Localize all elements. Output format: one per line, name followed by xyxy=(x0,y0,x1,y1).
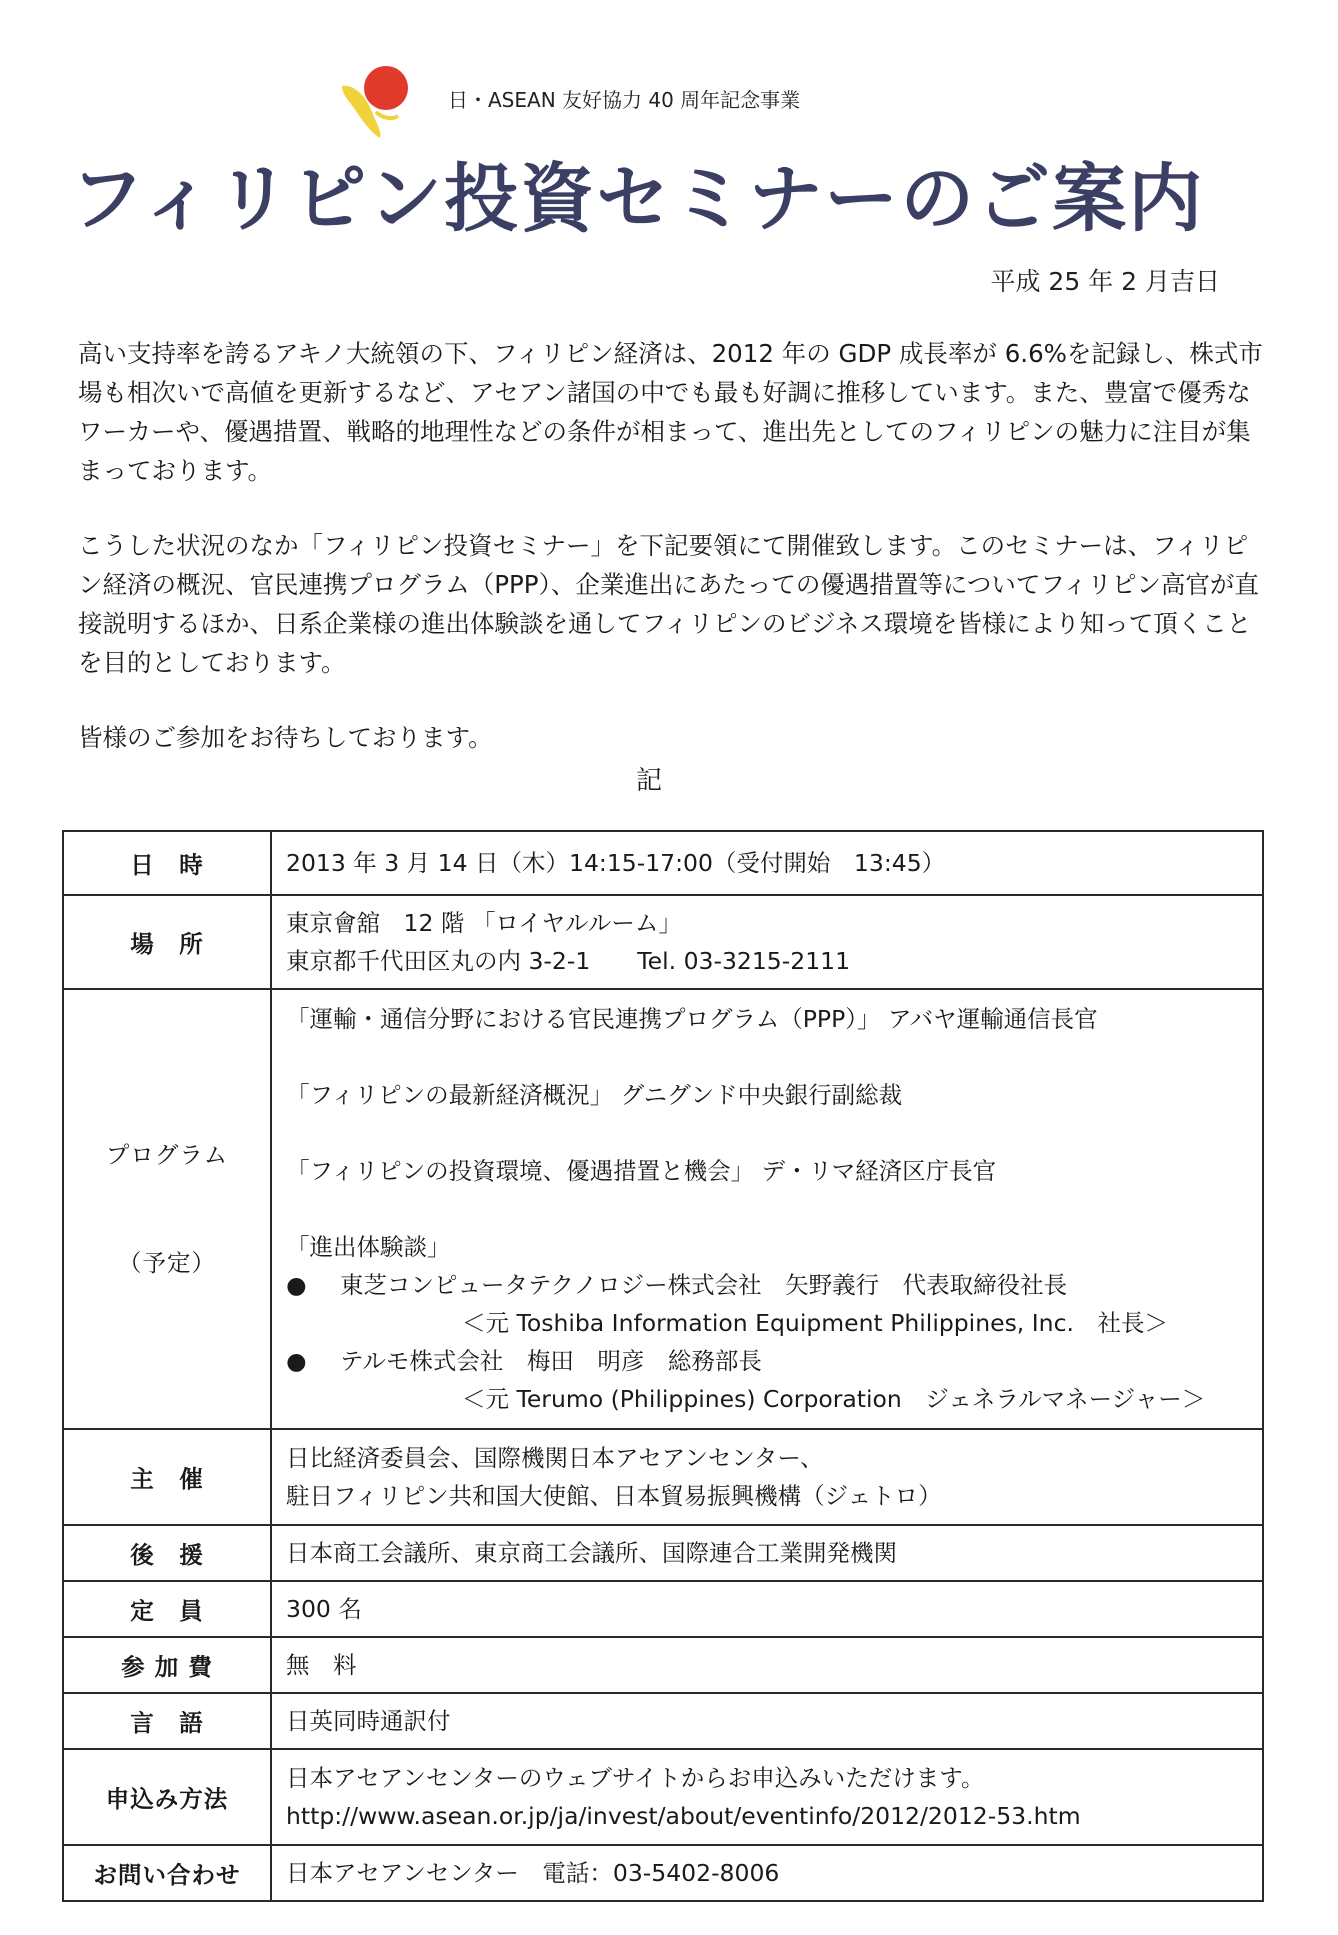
bullet-icon: ● xyxy=(286,1271,307,1299)
support-label: 後 援 xyxy=(63,1525,271,1581)
language-value: 日英同時通訳付 xyxy=(271,1693,1263,1749)
row-apply xyxy=(63,1749,1263,1845)
host-line-2: 駐日フィリピン共和国大使館、日本貿易振興機構（ジェトロ） xyxy=(286,1482,942,1510)
venue-line-1: 東京會舘 12 階 「ロイヤルルーム」 xyxy=(286,909,682,937)
row-fee xyxy=(63,1637,1263,1693)
host-line-1: 日比経済委員会、国際機関日本アセアンセンター、 xyxy=(286,1444,824,1472)
datetime-label: 日 時 xyxy=(63,831,271,895)
row-venue xyxy=(63,895,1263,989)
apply-label: 申込み方法 xyxy=(63,1749,271,1845)
row-capacity xyxy=(63,1581,1263,1637)
speaker-1: 東芝コンピュータテクノロジー株式会社 矢野義行 代表取締役社長 xyxy=(340,1271,1068,1299)
venue-line-2: 東京都千代田区丸の内 3-2-1 Tel. 03-3215-2111 xyxy=(286,947,851,975)
capacity-label: 定 員 xyxy=(63,1581,271,1637)
row-language xyxy=(63,1693,1263,1749)
program-item-1: 「運輸・通信分野における官民連携プログラム（PPP）」 アバヤ運輸通信長官 xyxy=(286,1005,1098,1033)
row-datetime xyxy=(63,831,1263,895)
language-label: 言 語 xyxy=(63,1693,271,1749)
bullet-icon: ● xyxy=(286,1347,307,1375)
page-title: フィリピン投資セミナーのご案内 xyxy=(70,156,1205,242)
venue-label: 場 所 xyxy=(63,895,271,989)
row-host xyxy=(63,1429,1263,1525)
row-support xyxy=(63,1525,1263,1581)
intro-paragraph-2: こうした状況のなか「フィリピン投資セミナー」を下記要領にて開催致します。このセミナーは、フィリピン経済の概況、官民連携プログラム（PPP）、企業進出にあたっての優遇措置等についてフィリピン高官が直接説明するほか、日系企業様の進出体験談を通してフィリピンのビジネス環境を皆様により知って頂くことを目的としております。 xyxy=(78,531,1259,677)
speaker-2-note: ＜元 Terumo (Philippines) Corporation ジェネラルマネージャー＞ xyxy=(462,1385,1206,1413)
capacity-value: 300 名 xyxy=(271,1581,1263,1637)
seminar-details-table xyxy=(62,830,1264,1902)
ki-marker: 記 xyxy=(636,766,663,796)
support-value: 日本商工会議所、東京商工会議所、国際連合工業開発機関 xyxy=(271,1525,1263,1581)
intro-paragraph-3: 皆様のご参加をお待ちしております。 xyxy=(78,723,493,752)
program-label-note: （予定） xyxy=(118,1249,216,1277)
speaker-1-note: ＜元 Toshiba Information Equipment Philippines, Inc. 社長＞ xyxy=(462,1309,1168,1337)
contact-label: お問い合わせ xyxy=(63,1845,271,1901)
apply-line-1: 日本アセアンセンターのウェブサイトからお申込みいただけます。 xyxy=(286,1764,985,1792)
program-item-2: 「フィリピンの最新経済概況」 グニグンド中央銀行副総裁 xyxy=(286,1081,903,1109)
issue-date: 平成 25 年 2 月吉日 xyxy=(990,267,1220,296)
program-item-4: 「進出体験談」 xyxy=(286,1233,451,1261)
fee-label: 参 加 費 xyxy=(63,1637,271,1693)
fee-value: 無 料 xyxy=(271,1637,1263,1693)
asean-anniversary-logo xyxy=(336,56,420,140)
host-label: 主 催 xyxy=(63,1429,271,1525)
row-contact xyxy=(63,1845,1263,1901)
apply-url-link[interactable]: http://www.asean.or.jp/ja/invest/about/eventinfo/2012/2012-53.htm xyxy=(286,1802,1081,1830)
speaker-2: テルモ株式会社 梅田 明彦 総務部長 xyxy=(340,1347,762,1375)
program-item-3: 「フィリピンの投資環境、優遇措置と機会」 デ・リマ経済区庁長官 xyxy=(286,1157,997,1185)
row-program xyxy=(63,989,1263,1429)
intro-paragraph-1: 高い支持率を誇るアキノ大統領の下、フィリピン経済は、2012 年の GDP 成長率が 6.6%を記録し、株式市場も相次いで高値を更新するなど、アセアン諸国の中でも最も好調に推移しています。また、豊富で優秀なワーカーや、優遇措置、戦略的地理性などの条件が相まって、進出先としてのフィリピンの魅力に注目が集まっております。 xyxy=(78,339,1263,485)
datetime-value: 2013 年 3 月 14 日（木）14:15-17:00（受付開始 13:45） xyxy=(271,831,1263,895)
program-label: プログラム xyxy=(105,1141,229,1169)
event-subtitle: 日・ASEAN 友好協力 40 周年記念事業 xyxy=(448,88,801,112)
contact-value: 日本アセアンセンター 電話：03-5402-8006 xyxy=(271,1845,1263,1901)
